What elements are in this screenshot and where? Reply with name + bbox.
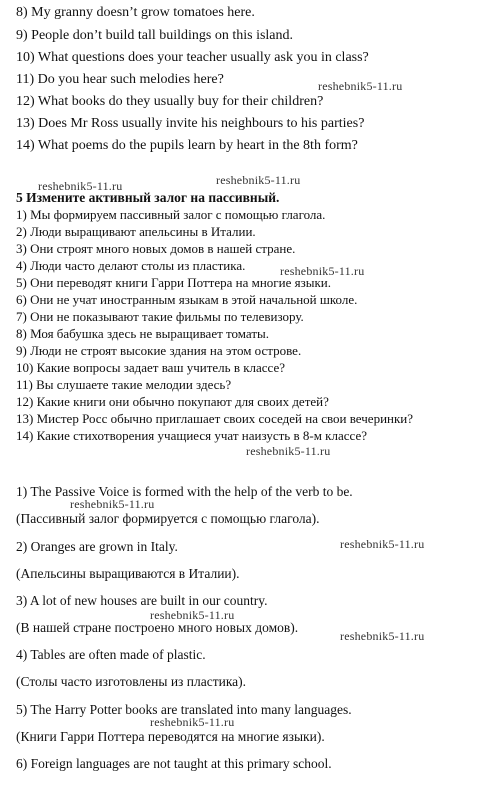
russian-sentence-3: 3) Они строят много новых домов в нашей стране. [16, 241, 296, 256]
watermark: reshebnik5-11.ru [70, 497, 155, 511]
russian-sentence-8: 8) Моя бабушка здесь не выращивает томаты. [16, 326, 270, 341]
answer-3-russian: (В нашей стране построено много новых домов). [16, 620, 299, 635]
english-sentence-9: 9) People don’t build tall buildings on this island. [16, 28, 294, 43]
english-sentence-13: 13) Does Mr Ross usually invite his neighbours to his parties? [16, 116, 365, 131]
answer-2-russian: (Апельсины выращиваются в Италии). [16, 566, 240, 581]
answer-4-russian: (Столы часто изготовлены из пластика). [16, 674, 247, 689]
watermark: reshebnik5-11.ru [318, 79, 403, 93]
watermark: reshebnik5-11.ru [38, 179, 123, 193]
english-sentence-8: 8) My granny doesn’t grow tomatoes here. [16, 5, 255, 20]
watermark: reshebnik5-11.ru [150, 608, 235, 622]
answer-3-english: 3) A lot of new houses are built in our country. [16, 593, 268, 608]
answer-1-english: 1) The Passive Voice is formed with the help of the verb to be. [16, 484, 353, 499]
answer-5-russian: (Книги Гарри Поттера переводятся на многие языки). [16, 729, 325, 744]
watermark: reshebnik5-11.ru [280, 264, 365, 278]
english-sentence-14: 14) What poems do the pupils learn by heart in the 8th form? [16, 138, 358, 153]
watermark: reshebnik5-11.ru [340, 629, 425, 643]
english-sentence-11: 11) Do you hear such melodies here? [16, 72, 224, 87]
russian-sentence-10: 10) Какие вопросы задает ваш учитель в классе? [16, 360, 286, 375]
russian-sentence-9: 9) Люди не строят высокие здания на этом острове. [16, 343, 302, 358]
russian-sentence-5: 5) Они переводят книги Гарри Поттера на многие языки. [16, 275, 331, 290]
russian-sentence-2: 2) Люди выращивают апельсины в Италии. [16, 224, 256, 239]
russian-sentence-1: 1) Мы формируем пассивный залог с помощью глагола. [16, 207, 326, 222]
answer-5-english: 5) The Harry Potter books are translated into many languages. [16, 702, 352, 717]
russian-sentence-13: 13) Мистер Росс обычно приглашает своих соседей на свои вечеринки? [16, 411, 414, 426]
answer-1-russian: (Пассивный залог формируется с помощью глагола). [16, 511, 320, 526]
watermark: reshebnik5-11.ru [216, 173, 301, 187]
russian-sentence-11: 11) Вы слушаете такие мелодии здесь? [16, 377, 232, 392]
watermark: reshebnik5-11.ru [150, 715, 235, 729]
russian-sentence-7: 7) Они не показывают такие фильмы по телевизору. [16, 309, 304, 324]
answer-6-english: 6) Foreign languages are not taught at this primary school. [16, 756, 332, 771]
answer-4-english: 4) Tables are often made of plastic. [16, 647, 206, 662]
exercise-heading: 5 Измените активный залог на пассивный. [16, 190, 280, 205]
answer-2-english: 2) Oranges are grown in Italy. [16, 539, 178, 554]
russian-sentence-4: 4) Люди часто делают столы из пластика. [16, 258, 246, 273]
russian-sentence-14: 14) Какие стихотворения учащиеся учат наизусть в 8-м классе? [16, 428, 367, 443]
english-sentence-12: 12) What books do they usually buy for their children? [16, 94, 324, 109]
russian-sentence-6: 6) Они не учат иностранным языкам в этой начальной школе. [16, 292, 358, 307]
watermark: reshebnik5-11.ru [246, 444, 331, 458]
russian-sentence-12: 12) Какие книги они обычно покупают для своих детей? [16, 394, 329, 409]
english-sentence-10: 10) What questions does your teacher usually ask you in class? [16, 50, 369, 65]
watermark: reshebnik5-11.ru [340, 537, 425, 551]
